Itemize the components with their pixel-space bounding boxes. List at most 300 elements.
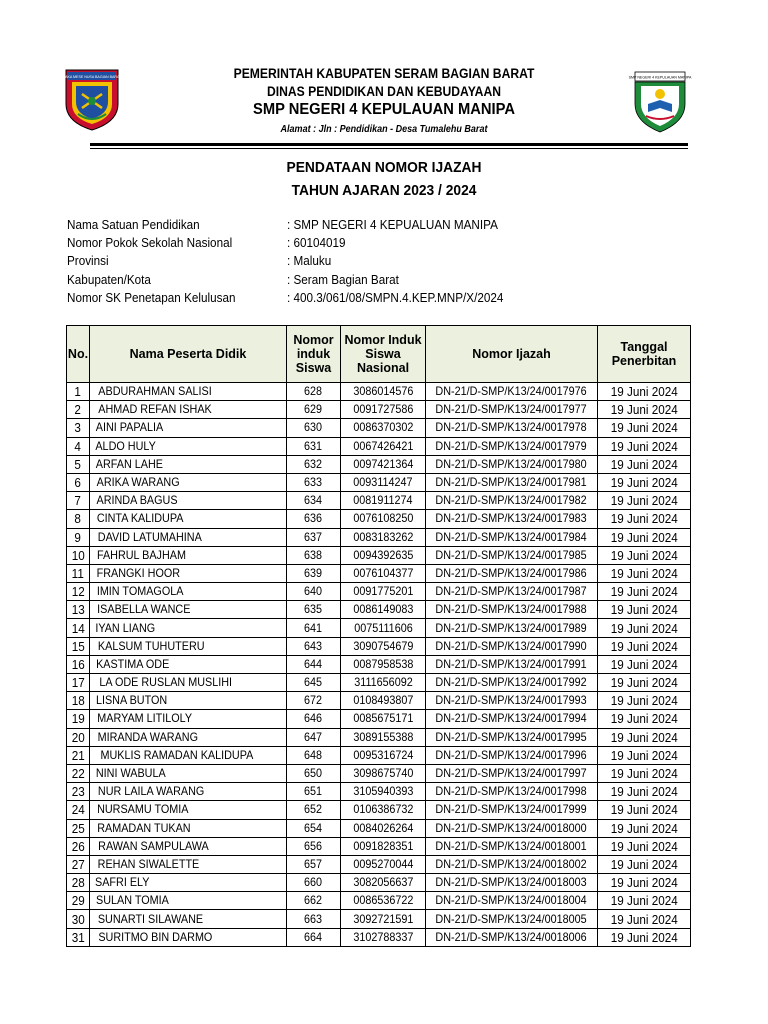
school-address: Alamat : Jln : Pendidikan - Desa Tumalehu Barat — [280, 124, 488, 135]
student-name — [90, 728, 287, 746]
student-nis-text: 641 — [304, 620, 323, 635]
student-nisn — [341, 783, 426, 801]
student-nisn — [341, 764, 426, 782]
issue-date — [598, 874, 691, 892]
row-number-text: 26 — [71, 838, 85, 854]
diploma-number — [426, 401, 598, 419]
student-nisn — [341, 746, 426, 764]
student-name — [90, 437, 287, 455]
student-name-text: ARFAN LAHE — [95, 456, 163, 471]
student-nisn — [341, 874, 426, 892]
info-value: : 60104019 — [287, 235, 346, 251]
issue-date-text: 19 Juni 2024 — [610, 602, 678, 618]
student-name — [90, 455, 287, 473]
student-nisn — [341, 819, 426, 837]
issue-date-text: 19 Juni 2024 — [610, 384, 678, 400]
student-nis — [287, 437, 341, 455]
diploma-number — [426, 492, 598, 510]
row-number-text: 11 — [71, 565, 85, 581]
student-name — [90, 419, 287, 437]
student-name-text: ALDO HULY — [95, 438, 156, 453]
student-name — [90, 855, 287, 873]
row-number — [67, 674, 90, 692]
diploma-number-text: DN-21/D-SMP/K13/24/0017980 — [435, 456, 588, 471]
table-row — [67, 492, 691, 510]
student-nis-text: 638 — [304, 547, 323, 562]
diploma-number — [426, 746, 598, 764]
student-name-text: ISABELLA WANCE — [97, 602, 191, 617]
row-number-text: 18 — [71, 693, 85, 709]
student-nis-text: 635 — [304, 602, 323, 617]
row-number — [67, 473, 90, 491]
row-number-text: 30 — [71, 911, 85, 927]
student-name — [90, 910, 287, 928]
table-row — [67, 819, 691, 837]
issue-date-text: 19 Juni 2024 — [610, 620, 678, 636]
student-nisn-text: 3082056637 — [352, 875, 414, 890]
student-name-text: KALSUM TUHUTERU — [97, 638, 205, 653]
row-number-text: 19 — [71, 711, 85, 727]
diploma-number — [426, 419, 598, 437]
diploma-number — [426, 710, 598, 728]
student-name — [90, 473, 287, 491]
student-name — [90, 710, 287, 728]
issue-date-text: 19 Juni 2024 — [610, 511, 678, 527]
issue-date-text: 19 Juni 2024 — [610, 565, 678, 581]
diploma-number — [426, 855, 598, 873]
student-name — [90, 746, 287, 764]
school-info — [67, 217, 527, 308]
student-nisn — [341, 401, 426, 419]
table-row — [67, 655, 691, 673]
diploma-number-text: DN-21/D-SMP/K13/24/0017992 — [435, 675, 588, 690]
row-number-text: 3 — [74, 420, 82, 436]
student-nis — [287, 492, 341, 510]
diploma-number — [426, 619, 598, 637]
header-name: Nama Peserta Didik — [90, 326, 287, 383]
row-number — [67, 692, 90, 710]
student-name-text: CINTA KALIDUPA — [96, 511, 184, 526]
table-row — [67, 619, 691, 637]
student-name-text: NINI WABULA — [95, 766, 166, 781]
diploma-number — [426, 837, 598, 855]
row-number-text: 15 — [71, 638, 85, 654]
student-nisn — [341, 928, 426, 946]
student-nis-text: 672 — [304, 693, 323, 708]
row-number — [67, 419, 90, 437]
issue-date — [598, 710, 691, 728]
info-label: Kabupaten/Kota — [67, 271, 151, 287]
diploma-number-text: DN-21/D-SMP/K13/24/0017990 — [435, 638, 588, 653]
student-nisn-text: 3111656092 — [353, 675, 413, 690]
row-number — [67, 564, 90, 582]
info-row — [67, 217, 527, 235]
row-number — [67, 655, 90, 673]
diploma-number — [426, 455, 598, 473]
student-nis-text: 663 — [304, 911, 323, 926]
row-number-text: 14 — [71, 620, 85, 636]
student-name-text: MUKLIS RAMADAN KALIDUPA — [100, 747, 254, 762]
student-nisn-text: 0097421364 — [352, 456, 414, 471]
issue-date-text: 19 Juni 2024 — [610, 493, 678, 509]
row-number — [67, 455, 90, 473]
table-row — [67, 783, 691, 801]
table-row — [67, 637, 691, 655]
student-name-text: FRANGKI HOOR — [96, 565, 181, 580]
document-title: PENDATAAN NOMOR IJAZAH — [286, 159, 482, 176]
student-nis-text: 646 — [304, 711, 323, 726]
issue-date-text: 19 Juni 2024 — [610, 638, 678, 654]
info-label: Provinsi — [67, 253, 109, 269]
letterhead-rule-thin — [90, 148, 688, 149]
header-date: Tanggal Penerbitan — [598, 326, 691, 383]
government-name: PEMERINTAH KABUPATEN SERAM BAGIAN BARAT — [233, 66, 535, 81]
issue-date — [598, 746, 691, 764]
issue-date-text: 19 Juni 2024 — [610, 675, 678, 691]
svg-text:SMP NEGERI 4 KEPULAUAN MANIPA: SMP NEGERI 4 KEPULAUAN MANIPA — [628, 75, 692, 80]
diploma-number-text: DN-21/D-SMP/K13/24/0017993 — [435, 693, 588, 708]
header-ijazah: Nomor Ijazah — [426, 326, 598, 383]
diploma-number-text: DN-21/D-SMP/K13/24/0018002 — [435, 856, 588, 871]
table-row — [67, 855, 691, 873]
diploma-number-text: DN-21/D-SMP/K13/24/0017976 — [435, 384, 588, 399]
student-name — [90, 692, 287, 710]
student-nisn-text: 0091828351 — [352, 838, 414, 853]
diploma-number — [426, 764, 598, 782]
student-nis — [287, 801, 341, 819]
student-nis — [287, 874, 341, 892]
issue-date — [598, 401, 691, 419]
student-nis-text: 664 — [304, 929, 323, 944]
row-number — [67, 783, 90, 801]
issue-date-text: 19 Juni 2024 — [610, 820, 678, 836]
student-nis — [287, 655, 341, 673]
student-nis — [287, 783, 341, 801]
student-name-text: ARINDA BAGUS — [96, 493, 178, 508]
student-nis — [287, 601, 341, 619]
diploma-number-text: DN-21/D-SMP/K13/24/0017977 — [435, 402, 588, 417]
table-row — [67, 874, 691, 892]
student-nisn-text: 3105940393 — [352, 784, 414, 799]
issue-date — [598, 510, 691, 528]
row-number — [67, 510, 90, 528]
diploma-number-text: DN-21/D-SMP/K13/24/0018000 — [435, 820, 588, 835]
table-row — [67, 746, 691, 764]
issue-date — [598, 455, 691, 473]
student-nisn — [341, 419, 426, 437]
issue-date — [598, 619, 691, 637]
diploma-number-text: DN-21/D-SMP/K13/24/0018005 — [435, 911, 588, 926]
info-label: Nomor SK Penetapan Kelulusan — [67, 289, 236, 305]
student-name-text: IYAN LIANG — [95, 620, 156, 635]
student-nisn — [341, 728, 426, 746]
student-nis — [287, 746, 341, 764]
table-row — [67, 601, 691, 619]
letterhead-rule-thick — [90, 143, 688, 146]
issue-date — [598, 801, 691, 819]
student-nisn — [341, 801, 426, 819]
info-row — [67, 235, 527, 253]
diploma-number-text: DN-21/D-SMP/K13/24/0017982 — [435, 493, 588, 508]
student-name — [90, 874, 287, 892]
issue-date — [598, 383, 691, 401]
issue-date — [598, 783, 691, 801]
student-nisn-text: 3086014576 — [352, 384, 414, 399]
student-name-text: RAMADAN TUKAN — [97, 820, 191, 835]
issue-date — [598, 492, 691, 510]
issue-date — [598, 728, 691, 746]
table-row — [67, 674, 691, 692]
student-name — [90, 528, 287, 546]
diploma-number-text: DN-21/D-SMP/K13/24/0017981 — [435, 475, 588, 490]
row-number-text: 25 — [71, 820, 85, 836]
row-number-text: 16 — [71, 656, 85, 672]
student-name-text: SULAN TOMIA — [96, 893, 169, 908]
table-row — [67, 728, 691, 746]
diploma-number-text: DN-21/D-SMP/K13/24/0018001 — [435, 838, 588, 853]
student-nis — [287, 892, 341, 910]
diploma-number — [426, 928, 598, 946]
row-number-text: 6 — [74, 475, 82, 491]
info-value: : SMP NEGERI 4 KEPUALUAN MANIPA — [287, 217, 498, 232]
student-nisn-text: 0086149083 — [352, 602, 414, 617]
table-row — [67, 419, 691, 437]
table-row — [67, 801, 691, 819]
student-name — [90, 783, 287, 801]
student-nis-text: 650 — [304, 766, 323, 781]
student-nis — [287, 419, 341, 437]
issue-date — [598, 928, 691, 946]
student-nis-text: 636 — [304, 511, 323, 526]
student-name — [90, 819, 287, 837]
student-nisn-text: 0091727586 — [352, 402, 414, 417]
row-number — [67, 874, 90, 892]
student-nis-text: 631 — [304, 438, 323, 453]
row-number-text: 20 — [71, 729, 85, 745]
issue-date-text: 19 Juni 2024 — [610, 656, 678, 672]
student-name — [90, 655, 287, 673]
header-nis: Nomor induk Siswa — [287, 326, 341, 383]
issue-date-text: 19 Juni 2024 — [610, 838, 678, 854]
student-nis-text: 632 — [304, 456, 323, 471]
issue-date-text: 19 Juni 2024 — [610, 784, 678, 800]
issue-date-text: 19 Juni 2024 — [610, 584, 678, 600]
row-number — [67, 437, 90, 455]
student-nisn-text: 3102788337 — [352, 929, 414, 944]
info-value: : 400.3/061/08/SMPN.4.KEP.MNP/X/2024 — [287, 289, 504, 305]
diploma-number — [426, 601, 598, 619]
diploma-number-text: DN-21/D-SMP/K13/24/0018003 — [435, 875, 588, 890]
table-row — [67, 564, 691, 582]
student-nisn-text: 0086370302 — [352, 420, 414, 435]
header-nisn: Nomor Induk Siswa Nasional — [341, 326, 426, 383]
row-number — [67, 710, 90, 728]
student-name — [90, 674, 287, 692]
student-nis-text: 648 — [304, 747, 323, 762]
student-nis-text: 654 — [304, 820, 323, 835]
student-nis-text: 656 — [304, 838, 323, 853]
info-label: Nomor Pokok Sekolah Nasional — [67, 235, 233, 251]
info-row — [67, 253, 527, 271]
issue-date — [598, 837, 691, 855]
row-number-text: 4 — [74, 438, 82, 454]
student-nisn-text: 3090754679 — [352, 638, 414, 653]
diploma-number — [426, 510, 598, 528]
diploma-number — [426, 801, 598, 819]
student-nis — [287, 764, 341, 782]
student-nis — [287, 928, 341, 946]
student-name — [90, 837, 287, 855]
diploma-number — [426, 874, 598, 892]
row-number-text: 24 — [71, 802, 85, 818]
row-number-text: 31 — [71, 929, 85, 945]
issue-date-text: 19 Juni 2024 — [610, 911, 678, 927]
student-name-text: MARYAM LITILOLY — [97, 711, 193, 726]
issue-date — [598, 692, 691, 710]
student-nis — [287, 528, 341, 546]
student-nisn — [341, 510, 426, 528]
row-number — [67, 401, 90, 419]
issue-date — [598, 546, 691, 564]
student-nisn-text: 0086536722 — [352, 893, 414, 908]
diploma-number-text: DN-21/D-SMP/K13/24/0017987 — [435, 584, 588, 599]
issue-date-text: 19 Juni 2024 — [610, 529, 678, 545]
student-nisn-text: 0075111606 — [353, 620, 413, 635]
diploma-number-text: DN-21/D-SMP/K13/24/0017983 — [435, 511, 588, 526]
student-nis — [287, 837, 341, 855]
diploma-number — [426, 546, 598, 564]
student-nisn — [341, 455, 426, 473]
diploma-number — [426, 564, 598, 582]
student-name-text: REHAN SIWALETTE — [97, 856, 200, 871]
row-number — [67, 528, 90, 546]
row-number-text: 22 — [71, 766, 85, 782]
row-number — [67, 546, 90, 564]
diploma-number-text: DN-21/D-SMP/K13/24/0017995 — [435, 729, 588, 744]
student-nis — [287, 401, 341, 419]
diploma-number — [426, 655, 598, 673]
row-number-text: 21 — [71, 747, 85, 763]
student-name-text: NUR LAILA WARANG — [97, 784, 205, 799]
student-name — [90, 492, 287, 510]
student-nis — [287, 619, 341, 637]
row-number — [67, 492, 90, 510]
issue-date — [598, 601, 691, 619]
row-number — [67, 383, 90, 401]
row-number-text: 2 — [74, 402, 82, 418]
student-nisn-text: 0106386732 — [352, 802, 414, 817]
student-name-text: AHMAD REFAN ISHAK — [98, 402, 212, 417]
diploma-number — [426, 473, 598, 491]
issue-date — [598, 473, 691, 491]
table-row — [67, 910, 691, 928]
student-name-text: RAWAN SAMPULAWA — [98, 838, 209, 853]
issue-date-text: 19 Juni 2024 — [610, 438, 678, 454]
student-nis-text: 639 — [304, 565, 323, 580]
student-nis-text: 628 — [304, 384, 323, 399]
table-row — [67, 583, 691, 601]
diploma-number-text: DN-21/D-SMP/K13/24/0017978 — [435, 420, 588, 435]
student-nisn-text: 0095316724 — [352, 747, 414, 762]
student-nisn-text: 0081911274 — [353, 493, 413, 508]
student-name — [90, 583, 287, 601]
diploma-number-text: DN-21/D-SMP/K13/24/0017984 — [435, 529, 588, 544]
diploma-number-text: DN-21/D-SMP/K13/24/0017999 — [435, 802, 588, 817]
student-nis-text: 629 — [304, 402, 323, 417]
student-nis — [287, 910, 341, 928]
issue-date — [598, 892, 691, 910]
student-nisn-text: 0108493807 — [352, 693, 414, 708]
issue-date — [598, 910, 691, 928]
student-name — [90, 601, 287, 619]
row-number — [67, 819, 90, 837]
student-nisn — [341, 383, 426, 401]
student-nis-text: 644 — [304, 656, 323, 671]
student-name — [90, 546, 287, 564]
row-number-text: 29 — [71, 893, 85, 909]
student-nisn-text: 0087958538 — [352, 656, 414, 671]
student-nis-text: 647 — [304, 729, 323, 744]
row-number-text: 28 — [71, 875, 85, 891]
row-number — [67, 764, 90, 782]
student-nis — [287, 473, 341, 491]
issue-date-text: 19 Juni 2024 — [610, 475, 678, 491]
row-number-text: 1 — [74, 384, 82, 400]
student-name — [90, 928, 287, 946]
student-nis-text: 657 — [304, 856, 323, 871]
student-nisn-text: 0067426421 — [352, 438, 414, 453]
student-nisn — [341, 837, 426, 855]
student-name-text: ARIKA WARANG — [96, 475, 180, 490]
header-no: No. — [67, 326, 90, 383]
diploma-number — [426, 383, 598, 401]
student-nis-text: 630 — [304, 420, 323, 435]
table-row — [67, 455, 691, 473]
diploma-number — [426, 728, 598, 746]
svg-text:SAKA MESE NUSA BAGIAN BARAT: SAKA MESE NUSA BAGIAN BARAT — [62, 75, 122, 79]
student-nis-text: 662 — [304, 893, 323, 908]
info-row — [67, 290, 527, 308]
row-number — [67, 837, 90, 855]
table-row — [67, 837, 691, 855]
student-nis-text: 652 — [304, 802, 323, 817]
academic-year: TAHUN AJARAN 2023 / 2024 — [291, 182, 477, 199]
row-number-text: 10 — [71, 547, 85, 563]
student-nis — [287, 564, 341, 582]
department-name: DINAS PENDIDIKAN DAN KEBUDAYAAN — [266, 84, 502, 99]
table-row — [67, 473, 691, 491]
student-nisn — [341, 674, 426, 692]
table-row — [67, 928, 691, 946]
row-number — [67, 855, 90, 873]
student-nisn-text: 0091775201 — [352, 584, 414, 599]
table-row — [67, 401, 691, 419]
row-number-text: 5 — [74, 456, 82, 472]
student-nis — [287, 637, 341, 655]
info-value: : Maluku — [287, 253, 332, 269]
row-number-text: 13 — [71, 602, 85, 618]
student-name — [90, 637, 287, 655]
issue-date — [598, 764, 691, 782]
table-row — [67, 892, 691, 910]
row-number — [67, 619, 90, 637]
diploma-number — [426, 528, 598, 546]
issue-date-text: 19 Juni 2024 — [610, 875, 678, 891]
student-name — [90, 764, 287, 782]
student-nisn — [341, 601, 426, 619]
diploma-number — [426, 819, 598, 837]
student-name-text: ABDURAHMAN SALISI — [98, 384, 212, 399]
